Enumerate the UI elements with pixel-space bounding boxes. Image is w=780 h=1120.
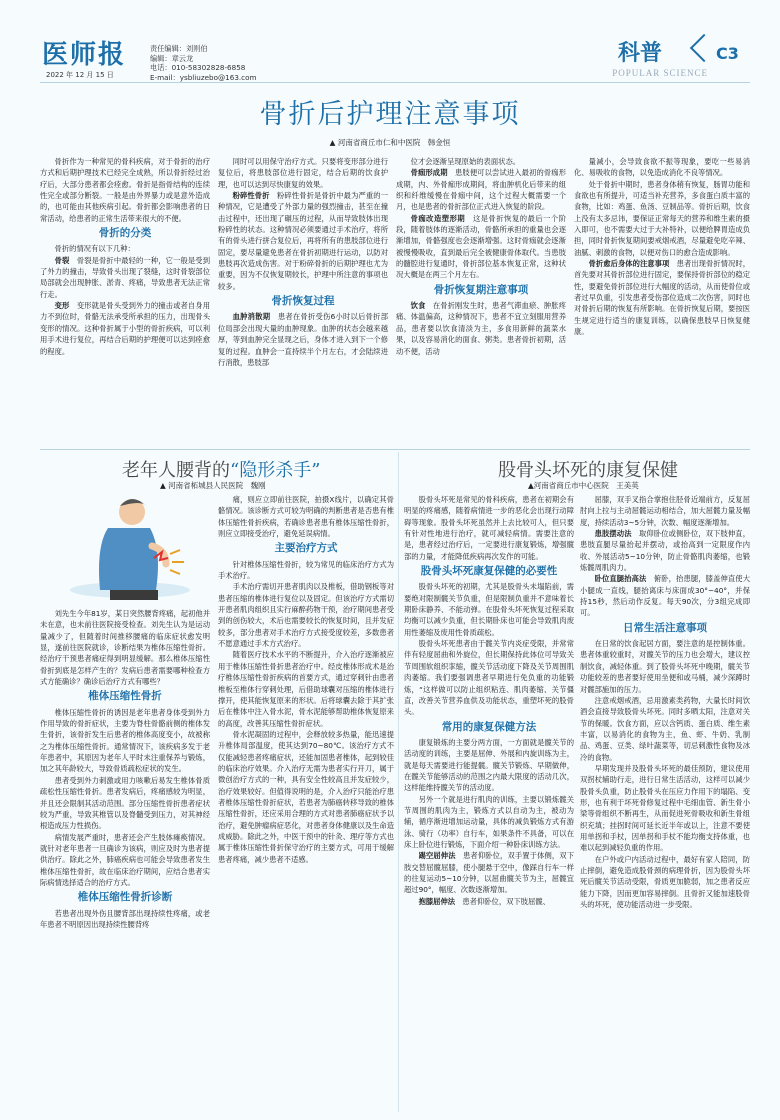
section-name: 科普 bbox=[617, 41, 662, 66]
article2-column-2 bbox=[218, 494, 394, 1108]
article1-column-1 bbox=[40, 156, 210, 446]
paragraph: 另外一个就是进行肌肉的训练，主要以锻炼髋关节周围的肌肉为主，锻炼方式以自动为主，被动为辅，循序渐进增加运动量，具体的减负锻炼方式有游泳、骑行（功率）自行车，如果条件不具备，可以在床上卧位进行锻炼，下面介绍一种卧床训练方法。 bbox=[404, 794, 574, 849]
paragraph: 抱膝屈伸法 患者仰卧位，双下肢屈髋、 bbox=[418, 896, 550, 906]
subheading: 骨折的分类 bbox=[98, 227, 152, 240]
paragraph: 在日常的饮食起居方面，要注意的是控制体重。患者体重较重时，对髋关节的压力也会增大，建议控制饮食，减轻体重。到了股骨头坏死中晚期，髋关节功能较差的患者要好使用坐便和或马桶，减少深蹲时对髋部施加的压力。 bbox=[580, 639, 750, 694]
newspaper-logo: 医师报 bbox=[42, 40, 127, 70]
paragraph: 康复锻炼的主要分两方面，一方面就是髋关节的活动度的训练，主要是屈伸、外展和内旋训练为主，就是每天需要进行能提髋。髋关节锻炼、早期做伸，在髋关节能够活动的范围之内最大限度的活动几次，这样能维持髋关节的活动度。 bbox=[404, 737, 574, 793]
paragraph: 病情发展严重时，患者还会产生肢体瘫痪情况。就针对老年患者一旦确诊为该病，则应及时为患者提供治疗。除此之外，肺癌疾病也可能会导致患者发生椎体压缩性骨折，故在临床治疗期间，应结合患者实际病情选择适合的治疗方式。 bbox=[40, 832, 210, 887]
subheading: 椎体压缩性骨折 bbox=[88, 690, 162, 703]
article3-title: 股骨头坏死的康复保健 bbox=[498, 460, 678, 481]
paragraph: 屈膝，双手叉指合掌抱住胫骨近端前方，反复屈肘向上拉与主动屈髋运动相结合，加大屈髋力量及幅度，持续活动3~5分钟，次数、幅度逐渐增加。 bbox=[580, 495, 750, 527]
paragraph: 血肿消散期 患者在骨折受伤6小时以后骨折部位局部会出现大量的血肿现象。血肿的状态会越来越厚，等到血肿完全显现之后，身体才进入到下一个修复的过程。血肿会一直持续半个月左右，才会陆续进行消散，患肢部 bbox=[218, 312, 388, 367]
paragraph: 注意戒烟戒酒，忌用激素类药物，大量长时间饮酒会直接导致股骨头坏死。同时多晒太阳，注意对关节的保暖。饮食方面，应以含钙质、蛋白质、维生素丰富，以易消化的食物为主，鱼、虾、牛奶、乳制品、鸡蛋、豆类、绿叶蔬菜等，切忌刺激性食物及冰冷的食物。 bbox=[580, 695, 750, 762]
lead-in: 卧位直腿抬高法 bbox=[594, 574, 654, 584]
section-name-en: POPULAR SCIENCE bbox=[612, 68, 708, 78]
paragraph: 针对椎体压缩性骨折，较为常见的临床治疗方式为手术治疗。 bbox=[218, 559, 394, 581]
paragraph: 若患者出现外伤且腰背部出现持续性疼痛，或老年患者不明原因出现持续性腰背疼 bbox=[40, 908, 210, 929]
subheading: 股骨头坏死康复保健的必要性 bbox=[420, 565, 558, 578]
editor-line: 编辑：章云龙 bbox=[150, 53, 194, 63]
article2-column-1 bbox=[40, 608, 210, 1108]
lead-in: 骨折愈后身体的注意事项 bbox=[588, 259, 677, 269]
paragraph: 位才会逐渐呈现原始的表面状态。 bbox=[410, 157, 521, 166]
subheading: 常用的康复保健方法 bbox=[441, 720, 537, 733]
paragraph: 骨水泥凝固的过程中，会释放较多热量，能迅速提升椎体局部温度，使其达到70~80℃。该治疗方式不仅能减轻患者疼痛症状，还能加固患者椎体，起到较佳的临床治疗效果。介入治疗无需为患者实行开刀，属于微创治疗方式的一种，具有安全性较高且并发症较少，治疗效果较好。但值得说明的是，介入治疗只能治疗患者椎体压缩性骨折症状，若患者为肺癌转移导致的椎体压缩性骨折，还应采用合理的方式对患者肺癌症状予以治疗，避免肿瘤病症恶化，对患者身体健康以及生命造成威胁。除此之外，中医干预中的针灸、理疗等方式也属于椎体压缩性骨折保守治疗的主要方式，可用于缓解患者疼痛，减少患者不适感。 bbox=[218, 729, 394, 864]
paragraph: 处于骨折中期时，患者身体稍有恢复，肠胃功能和食欲也有所提升，可适当补充营养，多食蛋白质丰富的食物，比如：鸡蛋、鱼汤、豆制品等。骨折后期，饮食上没有太多忌讳，要保证正常每天的营养和维生素的摄入即可，也不需要大过于大补特补，以便给脾胃造成负担，同时骨折恢复期间要戒烟戒酒，尽量避免吃辛辣、油腻、刺激的食物，以便对伤口的愈合造成影响。 bbox=[574, 179, 750, 257]
subheading: 主要治疗方式 bbox=[274, 542, 338, 555]
subheading: 骨折恢复期注意事项 bbox=[433, 283, 529, 296]
paragraph: 骨折的情况有以下几种： bbox=[54, 244, 135, 254]
paragraph: 饮食 在骨折刚发生时，患者气滞血瘀、肿胀疼痛、体温偏高，这种情况下，患者不宜立刻服用营养品，患者要以饮食清淡为主，多食用新鲜的蔬菜水果，以及容易消化的面食、粥类。患者骨折初期，活动不便，活动 bbox=[396, 301, 566, 356]
paragraph: 骨折愈后身体的注意事项 患者出现骨折情况时，首先要对其骨折部位进行固定，要保持骨折部位的稳定性，要避免骨折部位进行大幅度的活动，从而使骨位或者过早负重，引发患者受伤部位造成二次伤害，同时也对骨折后期的恢复有所影响。在骨折恢复后期，要按医生规定进行适当的康复训练，以确保患肢早日恢复健康。 bbox=[574, 259, 750, 337]
article1-column-3 bbox=[396, 156, 566, 446]
section-divider bbox=[40, 449, 750, 450]
lead-in: 饮食 bbox=[410, 301, 433, 311]
paragraph: 变形 变形就是骨头受到外力的撞击或者自身用力不到位时，骨骼无法承受所承担的压力，出现骨头变形的情况。这种骨折属于小型的骨折疾病，可以利用手术进行复位，再结合后期的护理便可以达到痊愈的程度。 bbox=[40, 301, 210, 356]
article1-title: 骨折后护理注意事项 bbox=[259, 99, 521, 130]
lead-in: 患肢摆动法 bbox=[594, 529, 640, 539]
article2-title bbox=[122, 456, 320, 482]
paragraph: 同时可以用保守治疗方式。只要将变形部分进行复位后，将患肢部位进行固定，结合后期的饮食护理，也可以达到尽快康复的效果。 bbox=[218, 157, 388, 189]
paragraph: 刘先生今年81岁，某日突然腰背疼痛，起初他并未在意，也未前往医院接受检查。刘先生认为是运动量减少了，但随着时间推移腰痛的临床症状愈发明显，遂前往医院就诊，诊断结果为椎体压缩性骨折。经治疗干预患者痛症得到明显缓解。那么椎体压缩性骨折到底是怎样产生的？发病后患者需要哪种检查方式方能确诊？确诊后治疗方式有哪些？ bbox=[40, 609, 210, 687]
lead-in: 踢空屈伸法 bbox=[418, 851, 464, 861]
paragraph: 股骨头坏死的初期，尤其是股骨头未塌陷前，需要绝对限制髋关节负重，但是限制负重并不意味着长期卧床静养、不能动弹。在股骨头坏死恢复过程采取均衡可以减少负重，但长期卧床也可能会导致肌肉废用性萎缩及废用性骨质疏松。 bbox=[404, 582, 574, 637]
paragraph: 股骨头坏死是常见的骨科疾病，患者在初期会有明显的疼痛感，随着病情进一步的恶化会出现行动障碍等现象。股骨头坏死虽然并上去比较可人，但只要有针对性地进行治疗，就可减轻病情。需要注意的是，患者经过治疗后，一定要进行康复锻炼，增强髋部的力量，才能降低疾病再次发作的可能。 bbox=[404, 495, 574, 561]
paragraph: 量减小，会导致食欲不振等现象，要吃一些易消化、易吸收的食物，以免造成消化不良等情况。 bbox=[574, 157, 750, 178]
issue-date: 2022 年 12 月 15 日 bbox=[46, 71, 114, 79]
lead-in: 骨痂改造塑形期 bbox=[410, 213, 473, 223]
article3-column-2 bbox=[580, 494, 750, 1108]
paragraph: 手术治疗需切开患者肌肉以及椎板，借助钢板等对患者压缩的椎体进行复位以及固定。但该治疗方式需切开患者肌肉组织且实行麻醉药物干预，治疗期间患者受到的创伤较大，术后也需要较长的恢复时间，且并发症较多，部分患者对手术治疗方式接受度较差，多数患者不愿意通过手术方式治疗。 bbox=[218, 582, 394, 649]
chevron-left-icon bbox=[690, 34, 718, 62]
paragraph: 骨折作为一种常见的骨科疾病，对于骨折的治疗方式和后期护理技术已经完全成熟，所以骨折经过治疗后，大部分患者都会痊愈。骨折是指骨结构的连续性完全或部分断裂。一般是由外界暴力或是意外造成的，也可能由其他疾病引起。骨折都会影响患者的日常活动，给患者的正常生活带来很大的不便。 bbox=[40, 157, 210, 223]
subheading: 日常生活注意事项 bbox=[623, 621, 707, 634]
paragraph: 骨痂形成期 患肢便可以尝试进入最初的骨痂形成期，内、外骨痂形成期间，将血肿机化后带来的组织和纤维缓慢在骨痂中间，这个过程大概需要一个月，也是患者的骨折部位正式进入恢复的阶段。 bbox=[396, 168, 566, 212]
paragraph: 随着医疗技术水平的不断提升，介入治疗逐渐被应用于椎体压缩性骨折患者治疗中。经皮椎体形成术是治疗椎体压缩性骨折疾病的首要方式，通过穿刺针由患者椎板至椎体行穿刺处理，后借助球囊对压缩的椎体进行撑开，使其能恢复原来的形状。后将球囊去除于其扩张后在椎体中注入骨水泥，骨水泥能够帮助椎体恢复原来的高度，改善其压缩性骨折症状。 bbox=[218, 650, 394, 728]
lead-in: 骨裂 bbox=[54, 255, 77, 265]
paragraph: 早期发现并及股骨头坏死的最佳预防，建议使用双拐杖辅助行走，进行日常生活活动，这样可以减少股骨头负重，防止股骨头在压应力作用下的塌陷、变形，也有利于坏死骨修复过程中毛细血管、新生骨小梁等骨组织不断再生，从而促进死骨吸收和新生骨组织充填；挂拐时间可延长近半年或以上，注意不要使用单拐和手杖，因单拐和手杖不能均衡支持体重，也难以起到减轻负重的作用。 bbox=[580, 763, 750, 853]
column-divider bbox=[398, 452, 399, 1112]
lead-in: 抱膝屈伸法 bbox=[418, 896, 463, 906]
paragraph: 踢空屈伸法 患者仰卧位，双手置于体侧，双下肢交替屈髋屈膝，使小腿悬于空中，像踩自行车一样的往复运动5~10分钟，以屈曲髋关节为主，屈髋宜超过90°，幅度、次数逐渐增加。 bbox=[404, 851, 574, 895]
article3-byline: ▲河南省商丘市中心医院 王美英 bbox=[528, 481, 639, 490]
editor-line: 责任编辑：刘则伯 bbox=[150, 44, 208, 53]
paragraph: 骨痂改造塑形期 这是骨折恢复的最后一个阶段，随着肢体的逐渐活动，骨骼所承担的重量也会逐渐增加，骨骼强度也会逐渐增强。这时骨痂就会逐渐被慢慢吸收，直到最后完全被健康骨体取代。当患肢的髓腔进行复通时，骨折部位基本恢复正常，这种状况大概是在两三个月左右。 bbox=[396, 213, 566, 280]
paragraph: 患肢摆动法 取仰卧位或侧卧位，双下肢伸直，患肢直腿尽量抬起并摆动，或抬高到一定限度作内收、外展活动5~10分钟，防止骨骼肌肉萎缩，也锻炼髋周肌肉力。 bbox=[580, 529, 750, 573]
header-rule bbox=[40, 82, 750, 83]
page-number: C3 bbox=[716, 44, 739, 63]
paragraph: 卧位直腿抬高法 俯卧，抬患腿，膝盖伸直使大小腿成一直线，腿抬离床与床面成30°~40°，并保持15秒，然后动作反复。每天90次，分3组完成即可。 bbox=[580, 574, 750, 618]
article1-byline: ▲ 河南省商丘市仁和中医院 韩金恒 bbox=[329, 138, 451, 147]
subheading: 椎体压缩性骨折诊断 bbox=[77, 891, 173, 904]
lead-in: 粉碎性骨折 bbox=[232, 191, 278, 201]
lead-in: 变形 bbox=[54, 301, 77, 311]
back-pain-illustration bbox=[50, 492, 220, 604]
paragraph: 痛，则应立即前往医院，拍摄X线片，以确定其骨骼情况。该诊断方式可较为明确的判断患者是否患有椎体压缩性骨折疾病，若确诊患者患有椎体压缩性骨折，则应立即接受治疗，避免延误病情。 bbox=[218, 495, 394, 539]
paragraph: 粉碎性骨折 粉碎性骨折是骨折中最为严重的一种情况，它是遭受了外部力量的强烈撞击，甚至在撞击过程中，还出现了碾压的过程，从而导致肢体出现粉碎性的状态。这种情况必须要通过手术治疗，将所有的骨头进行拼合复位后，再将所有的患肢部位进行固定，要尽量避免患者在骨折初期进行运动，以防对患肢再次造成伤害。对于粉碎骨折的后期护理也尤为重要，因为不仅恢复期较长，护理中所注意的事项也较多。 bbox=[218, 191, 388, 291]
paragraph: 椎体压缩性骨折的诱因是老年患者身体受到外力作用导致的骨折症状，主要为脊柱骨骼前侧的椎体发生骨折，该骨折发生后患者的椎体高度变小，故被称之为椎体压缩性骨折。通常情况下，该疾病多发于老年患者中，其原因为老年人平时未注重保养与锻炼，加之其年龄较大，导致骨质疏松症状的发生。 bbox=[40, 707, 210, 774]
article2-title-quote: “隐形杀手” bbox=[230, 460, 321, 481]
lead-in: 血肿消散期 bbox=[232, 312, 278, 322]
article3-column-1 bbox=[404, 494, 574, 1108]
email-line: E-mail：ysbliuzebo@163.com bbox=[150, 72, 257, 82]
subheading: 骨折恢复过程 bbox=[271, 295, 335, 308]
paragraph: 在户外或户内活动过程中，最好有家人陪同，防止摔倒，避免造成股骨颈的病理骨折，因为股骨头坏死后髋关节活动受限，骨质更加脆弱，加之患者反应能力下降，因而更加容易摔倒。且骨折又能加速股骨头的坏死，使功能活动进一步受限。 bbox=[580, 854, 750, 910]
article2-title-main: 老年人腰背的 bbox=[122, 460, 230, 481]
paragraph: 骨裂 骨裂是骨折中最轻的一种，它一般是受到了外力的撞击，导致骨头出现了裂缝，这时骨裂部位局部就会出现肿胀、淤青、疼痛，导致患者无法正常行走。 bbox=[40, 255, 210, 299]
phone-line: 电话：010-58302828-6858 bbox=[150, 63, 246, 73]
paragraph: 股骨头坏死患者由于髋关节内炎症受限，并常常伴有轻度屈曲和外旋位，但长期保持此体位可导致关节周围软组织挛缩，髋关节活动度下降及关节周围肌肉萎缩。我们要强调患者早期进行免负重的功能锻炼，“这样做可以防止组织粘连、肌肉萎缩、关节僵直，改善关节营养血供及功能状态，重塑坏死的股骨头。 bbox=[404, 639, 574, 717]
paragraph: 患者受到外力刺激或用力咳嗽后易发生椎体骨质疏松性压缩性骨折。患者发病后，疼痛感较为明显，并且还会限制其活动范围。部分压缩性骨折患者症状较为严重，导致其椎管以及脊髓受到压力，对其神经根造成压力性损伤。 bbox=[40, 775, 210, 831]
masthead bbox=[0, 0, 780, 82]
lead-in: 骨痂形成期 bbox=[410, 168, 456, 178]
article2-byline: ▲ 河南省柘城县人民医院 魏刚 bbox=[160, 481, 266, 490]
article1-column-4 bbox=[574, 156, 750, 446]
editor-info bbox=[150, 44, 257, 82]
article1-column-2 bbox=[218, 156, 388, 446]
